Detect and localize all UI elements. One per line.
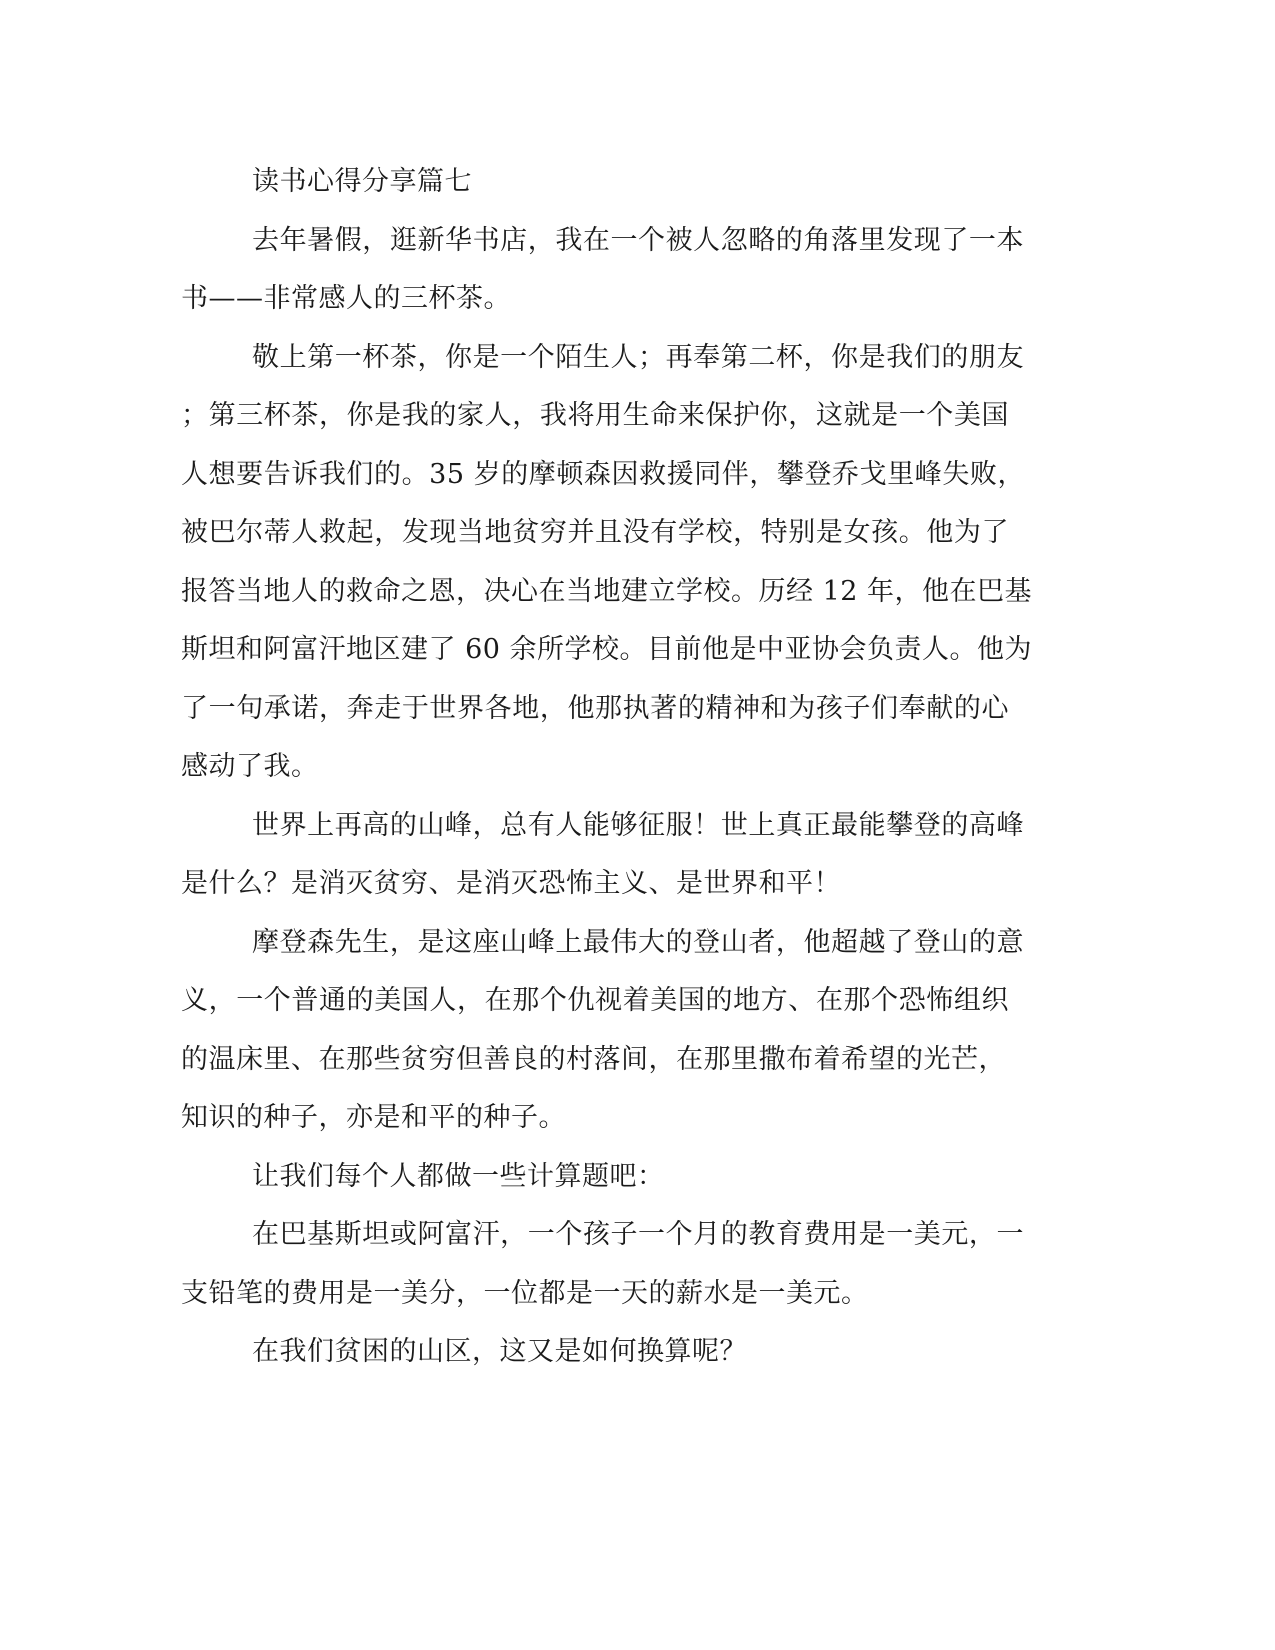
paragraph-4-line-1: 摩登森先生，是这座山峰上最伟大的登山者，他超越了登山的意 [252,927,1024,958]
paragraph-6-line-1: 在巴基斯坦或阿富汗，一个孩子一个月的教育费用是一美元，一 [252,1219,1024,1250]
paragraph-6-line-2: 支铅笔的费用是一美分，一位都是一天的薪水是一美元。 [181,1278,869,1309]
document-title: 读书心得分享篇七 [252,166,472,197]
paragraph-3-line-2: 是什么？是消灭贫穷、是消灭恐怖主义、是世界和平！ [181,868,841,899]
paragraph-4-line-4: 知识的种子，亦是和平的种子。 [181,1102,566,1133]
paragraph-2-line-8: 感动了我。 [181,751,319,782]
paragraph-7-line-1: 在我们贫困的山区，这又是如何换算呢？ [252,1336,747,1367]
paragraph-2-line-5: 报答当地人的救命之恩，决心在当地建立学校。历经 12 年，他在巴基 [181,576,1033,607]
paragraph-2-line-1: 敬上第一杯茶，你是一个陌生人；再奉第二杯，你是我们的朋友 [252,342,1024,373]
paragraph-2-line-3: 人想要告诉我们的。35 岁的摩顿森因救援同伴，攀登乔戈里峰失败， [181,459,1025,490]
paragraph-1-line-1: 去年暑假，逛新华书店，我在一个被人忽略的角落里发现了一本 [252,225,1024,256]
paragraph-2-line-4: 被巴尔蒂人救起，发现当地贫穷并且没有学校，特别是女孩。他为了 [181,517,1009,548]
paragraph-4-line-2: 义，一个普通的美国人，在那个仇视着美国的地方、在那个恐怖组织 [181,985,1009,1016]
paragraph-4-line-3: 的温床里、在那些贫穷但善良的村落间，在那里撒布着希望的光芒， [181,1044,1006,1075]
paragraph-2-line-6: 斯坦和阿富汗地区建了 60 余所学校。目前他是中亚协会负责人。他为 [181,634,1033,665]
paragraph-5-line-1: 让我们每个人都做一些计算题吧： [252,1161,665,1192]
paragraph-2-line-2: ；第三杯茶，你是我的家人，我将用生命来保护你，这就是一个美国 [181,400,1009,431]
paragraph-3-line-1: 世界上再高的山峰，总有人能够征服！世上真正最能攀登的高峰 [252,810,1024,841]
paragraph-2-line-7: 了一句承诺，奔走于世界各地，他那执著的精神和为孩子们奉献的心 [181,693,1009,724]
paragraph-1-line-2: 书——非常感人的三杯茶。 [181,283,511,314]
